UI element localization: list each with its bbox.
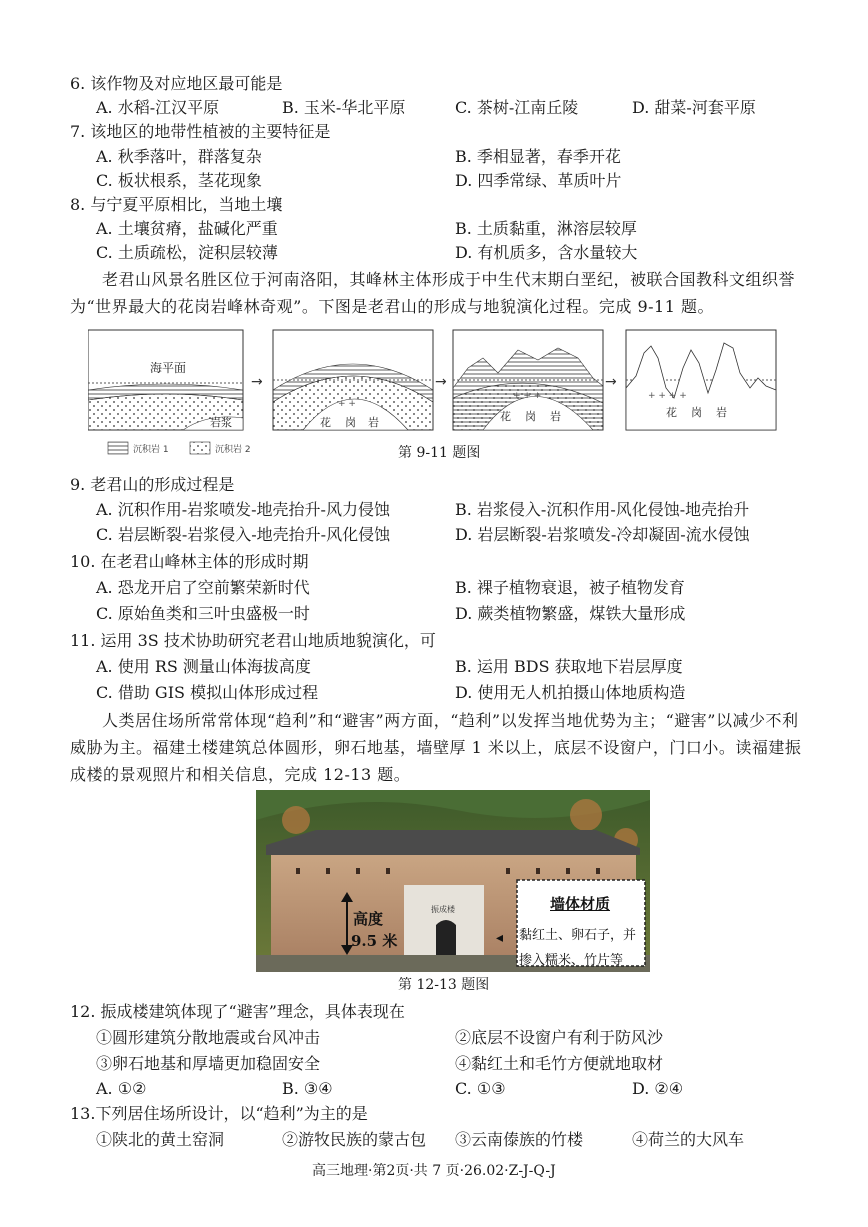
material-title: 墙体材质	[550, 895, 611, 913]
granite-char-1b: 花	[500, 410, 511, 423]
height-label: 高度	[353, 910, 384, 928]
q9-option-b: B. 岩浆侵入-沉积作用-风化侵蚀-地壳抬升	[455, 500, 750, 519]
q10-option-a: A. 恐龙开启了空前繁荣新时代	[96, 578, 310, 597]
q12-statement-3: ③卵石地基和厚墙更加稳固安全	[96, 1054, 321, 1073]
legend-sedimentary-2: 沉积岩 2	[215, 445, 251, 455]
q11-stem: 11. 运用 3S 技术协助研究老君山地质地貌演化，可	[70, 631, 436, 650]
q7-option-c: C. 板状根系，茎花现象	[96, 171, 262, 190]
q10-option-c: C. 原始鱼类和三叶虫盛极一时	[96, 604, 310, 623]
q6-option-a: A. 水稻-江汉平原	[96, 98, 220, 117]
arrow-1-icon: →	[251, 374, 263, 390]
q13-stem: 13.下列居住场所设计，以“趋利”为主的是	[70, 1104, 368, 1123]
pointer-arrow-icon: ◂	[496, 930, 504, 946]
q9-stem: 9. 老君山的形成过程是	[70, 475, 235, 494]
page-footer: 高三地理·第2页·共 7 页·26.02·Z-J-Q-J	[312, 1163, 556, 1179]
figure-9-11-caption: 第 9-11 题图	[398, 445, 481, 461]
q6-option-c: C. 茶树-江南丘陵	[455, 98, 579, 117]
granite-char-2c: 岗	[691, 406, 702, 419]
q12-option-b: B. ③④	[282, 1079, 333, 1098]
q12-statement-4: ④黏红土和毛竹方便就地取材	[455, 1054, 664, 1073]
q8-option-c: C. 土质疏松，淀积层较薄	[96, 243, 278, 262]
q11-option-c: C. 借助 GIS 模拟山体形成过程	[96, 683, 319, 702]
q13-option-4: ④荷兰的大风车	[632, 1130, 745, 1149]
stage-2-panel	[273, 330, 433, 430]
q7-option-b: B. 季相显著，春季开花	[455, 147, 621, 166]
q6-stem: 6. 该作物及对应地区最可能是	[70, 74, 283, 93]
material-line-1: 黏红土、卵石子，并	[519, 928, 637, 943]
q8-stem: 8. 与宁夏平原相比，当地土壤	[70, 195, 283, 214]
q9-option-d: D. 岩层断裂-岩浆喷发-冷却凝固-流水侵蚀	[455, 525, 750, 544]
q10-stem: 10. 在老君山峰林主体的形成时期	[70, 552, 309, 571]
q13-option-3: ③云南傣族的竹楼	[455, 1130, 584, 1149]
q11-option-d: D. 使用无人机拍摄山体地质构造	[455, 683, 686, 702]
geology-diagram	[88, 328, 778, 458]
granite-char-3b: 岩	[550, 410, 561, 423]
magma-label: 岩浆	[210, 416, 232, 429]
granite-char-2b: 岗	[525, 410, 536, 423]
svg-text:+ + + +: + + + +	[648, 391, 687, 401]
q9-option-a: A. 沉积作用-岩浆喷发-地壳抬升-风力侵蚀	[96, 500, 390, 519]
q7-stem: 7. 该地区的地带性植被的主要特征是	[70, 122, 331, 141]
granite-char-1c: 花	[666, 406, 677, 419]
svg-text:+ + +: + + +	[513, 391, 542, 401]
material-line-2: 掺入糯米、竹片等	[519, 953, 624, 968]
q13-option-2: ②游牧民族的蒙古包	[282, 1130, 427, 1149]
passage-tulou: 人类居住场所常常体现“趋利”和“避害”两方面，“趋利”以发挥当地优势为主；“避害”以减少不利威胁为主。福建土楼建筑总体圆形，卵石地基，墙壁厚 1 米以上，底层不设窗户，门口小。读福建振成楼的景观照片和相关信息，完成 12-13 题。	[70, 711, 802, 784]
arrow-2-icon: →	[435, 374, 447, 390]
q8-option-a: A. 土壤贫瘠，盐碱化严重	[96, 219, 278, 238]
q7-option-a: A. 秋季落叶，群落复杂	[96, 147, 262, 166]
q6-option-b: B. 玉米-华北平原	[282, 98, 406, 117]
passage-laojun: 老君山风景名胜区位于河南洛阳，其峰林主体形成于中生代末期白垩纪，被联合国教科文组织誉为“世界最大的花岗岩峰林奇观”。下图是老君山的形成与地貌演化过程。完成 9-11 题。	[70, 270, 796, 316]
height-value: 9.5 米	[351, 932, 398, 950]
stage-1-panel	[88, 330, 243, 430]
q12-option-d: D. ②④	[632, 1079, 684, 1098]
q12-statement-2: ②底层不设窗户有利于防风沙	[455, 1028, 664, 1047]
q10-option-b: B. 裸子植物衰退，被子植物发育	[455, 578, 685, 597]
granite-char-2: 岗	[345, 416, 356, 429]
q12-statement-1: ①圆形建筑分散地震或台风冲击	[96, 1028, 321, 1047]
q6-option-d: D. 甜菜-河套平原	[632, 98, 756, 117]
q7-option-d: D. 四季常绿、革质叶片	[455, 171, 622, 190]
figure-12-13-caption: 第 12-13 题图	[398, 977, 490, 993]
arrow-3-icon: →	[605, 374, 617, 390]
plaque-text: 振成楼	[431, 905, 455, 914]
q11-option-b: B. 运用 BDS 获取地下岩层厚度	[455, 657, 683, 676]
q8-option-b: B. 土质黏重，淋溶层较厚	[455, 219, 637, 238]
svg-text:+ +: + +	[338, 399, 356, 409]
q12-stem: 12. 振成楼建筑体现了“避害”理念，具体表现在	[70, 1002, 405, 1021]
q11-option-a: A. 使用 RS 测量山体海拔高度	[96, 657, 311, 676]
legend-sedimentary-1: 沉积岩 1	[133, 445, 169, 455]
q12-option-c: C. ①③	[455, 1079, 506, 1098]
granite-char-3: 岩	[368, 416, 379, 429]
q13-option-1: ①陕北的黄土窑洞	[96, 1130, 225, 1149]
q8-option-d: D. 有机质多，含水量较大	[455, 243, 638, 262]
sea-level-label: 海平面	[150, 361, 187, 375]
granite-char-3c: 岩	[716, 406, 727, 419]
granite-char-1: 花	[320, 416, 331, 429]
q12-option-a: A. ①②	[96, 1079, 147, 1098]
q10-option-d: D. 蕨类植物繁盛，煤铁大量形成	[455, 604, 686, 623]
q9-option-c: C. 岩层断裂-岩浆侵入-地壳抬升-风化侵蚀	[96, 525, 391, 544]
